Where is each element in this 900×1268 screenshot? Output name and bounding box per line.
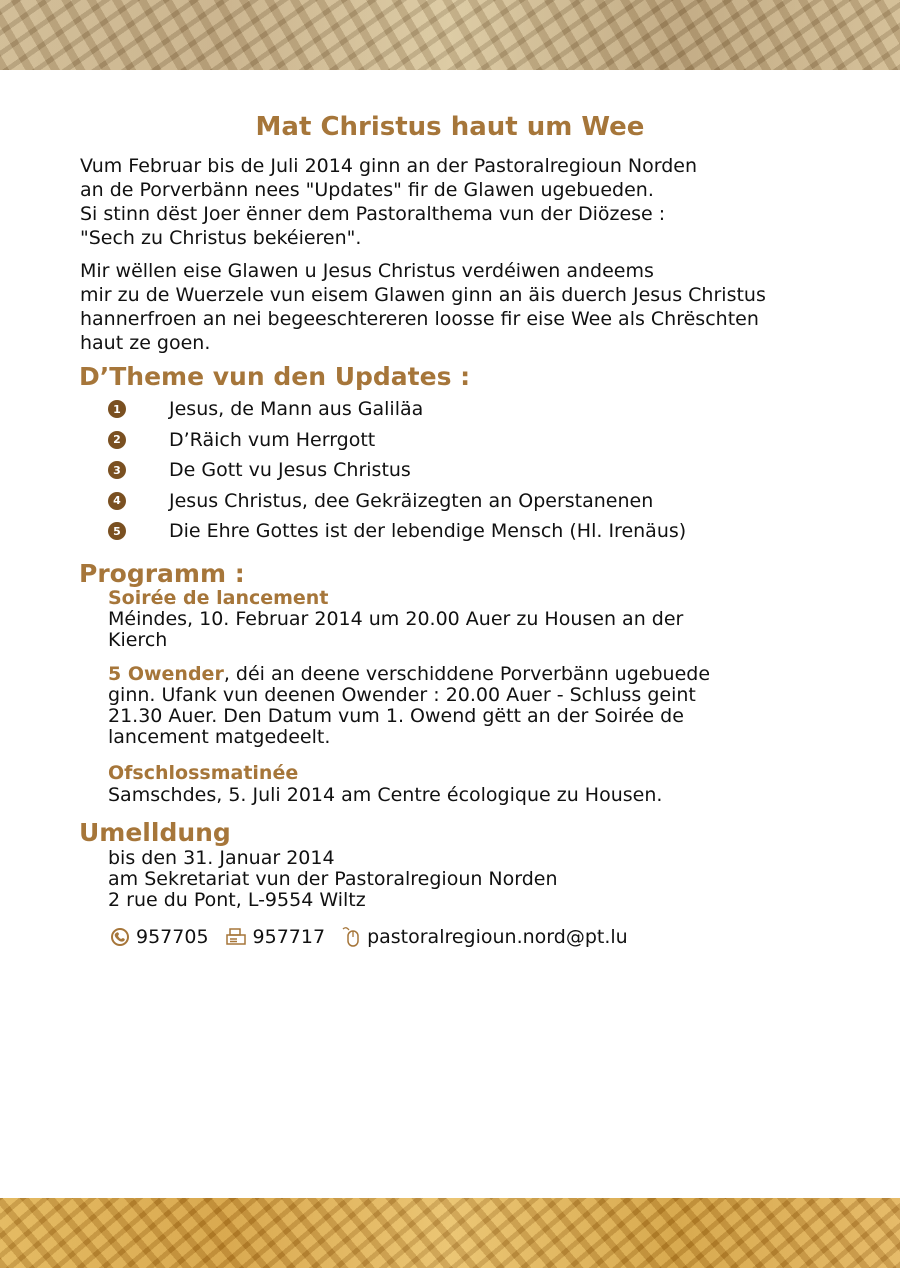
- theme-item: [108, 425, 686, 456]
- theme-item: [108, 394, 686, 425]
- launch-text: Méindes, 10. Februar 2014 um 20.00 Auer zu Housen an der Kierch: [108, 608, 684, 651]
- number-2-icon: 2: [108, 431, 126, 449]
- theme-item: [108, 486, 686, 517]
- registration-address: bis den 31. Januar 2014 am Sekretariat vun der Pastoralregioun Norden 2 rue du Pont, L-9554 Wiltz: [108, 847, 558, 911]
- evenings-lead: 5 Owender: [108, 663, 224, 685]
- top-decorative-band: [0, 0, 900, 70]
- contact-line: [110, 926, 628, 948]
- evenings-paragraph: [108, 664, 808, 748]
- fax-icon: [225, 928, 247, 946]
- fax-number: 957717: [252, 926, 326, 948]
- theme-label: Jesus Christus, dee Gekräizegten an Operstanenen: [169, 489, 654, 512]
- mouse-icon: [341, 926, 361, 948]
- number-3-icon: 3: [108, 461, 126, 479]
- number-1-icon: 1: [108, 400, 126, 418]
- programm-heading: Programm :: [79, 559, 245, 588]
- phone-icon: [110, 927, 130, 947]
- intro-paragraph-2: Mir wëllen eise Glawen u Jesus Christus verdéiwen andeems mir zu de Wuerzele vun eisem Glawen ginn an äis duerch Jesus Christus hannerfroen an nei begeeschtereren loosse fir eise Wee als Chrëschten haut ze goen.: [80, 260, 766, 354]
- email-link[interactable]: pastoralregioun.nord@pt.lu: [367, 926, 628, 948]
- theme-label: D’Räich vum Herrgott: [169, 428, 376, 451]
- bottom-decorative-band: [0, 1198, 900, 1268]
- intro-paragraph-1: Vum Februar bis de Juli 2014 ginn an der Pastoralregioun Norden an de Porverbänn nees "Updates" fir de Glawen ugebueden. Si stinn dëst Joer ënner dem Pastoralthema vun der Diözese : "Sech zu Christus bekéieren".: [80, 155, 698, 249]
- theme-item: [108, 455, 686, 486]
- themes-heading: D’Theme vun den Updates :: [79, 362, 471, 391]
- evenings-text: , déi an deene verschiddene Porverbänn ugebuede ginn. Ufank vun deenen Owender : 20.00 Auer - Schluss geint 21.30 Auer. Den Datum vum 1. Owend gëtt an der Soirée de lancement matgedeelt.: [108, 663, 711, 748]
- themes-list: [108, 394, 686, 547]
- closing-title: Ofschlossmatinée: [108, 762, 299, 784]
- theme-label: Die Ehre Gottes ist der lebendige Mensch (Hl. Irenäus): [169, 520, 687, 543]
- theme-label: De Gott vu Jesus Christus: [169, 459, 411, 482]
- launch-title: Soirée de lancement: [108, 587, 329, 609]
- page-title: Mat Christus haut um Wee: [255, 112, 645, 142]
- number-5-icon: 5: [108, 522, 126, 540]
- theme-label: Jesus, de Mann aus Galiläa: [169, 398, 424, 421]
- number-4-icon: 4: [108, 492, 126, 510]
- registration-heading: Umelldung: [79, 818, 231, 847]
- phone-number: 957705: [136, 926, 209, 948]
- theme-item: [108, 516, 686, 547]
- closing-text: Samschdes, 5. Juli 2014 am Centre écologique zu Housen.: [108, 784, 663, 806]
